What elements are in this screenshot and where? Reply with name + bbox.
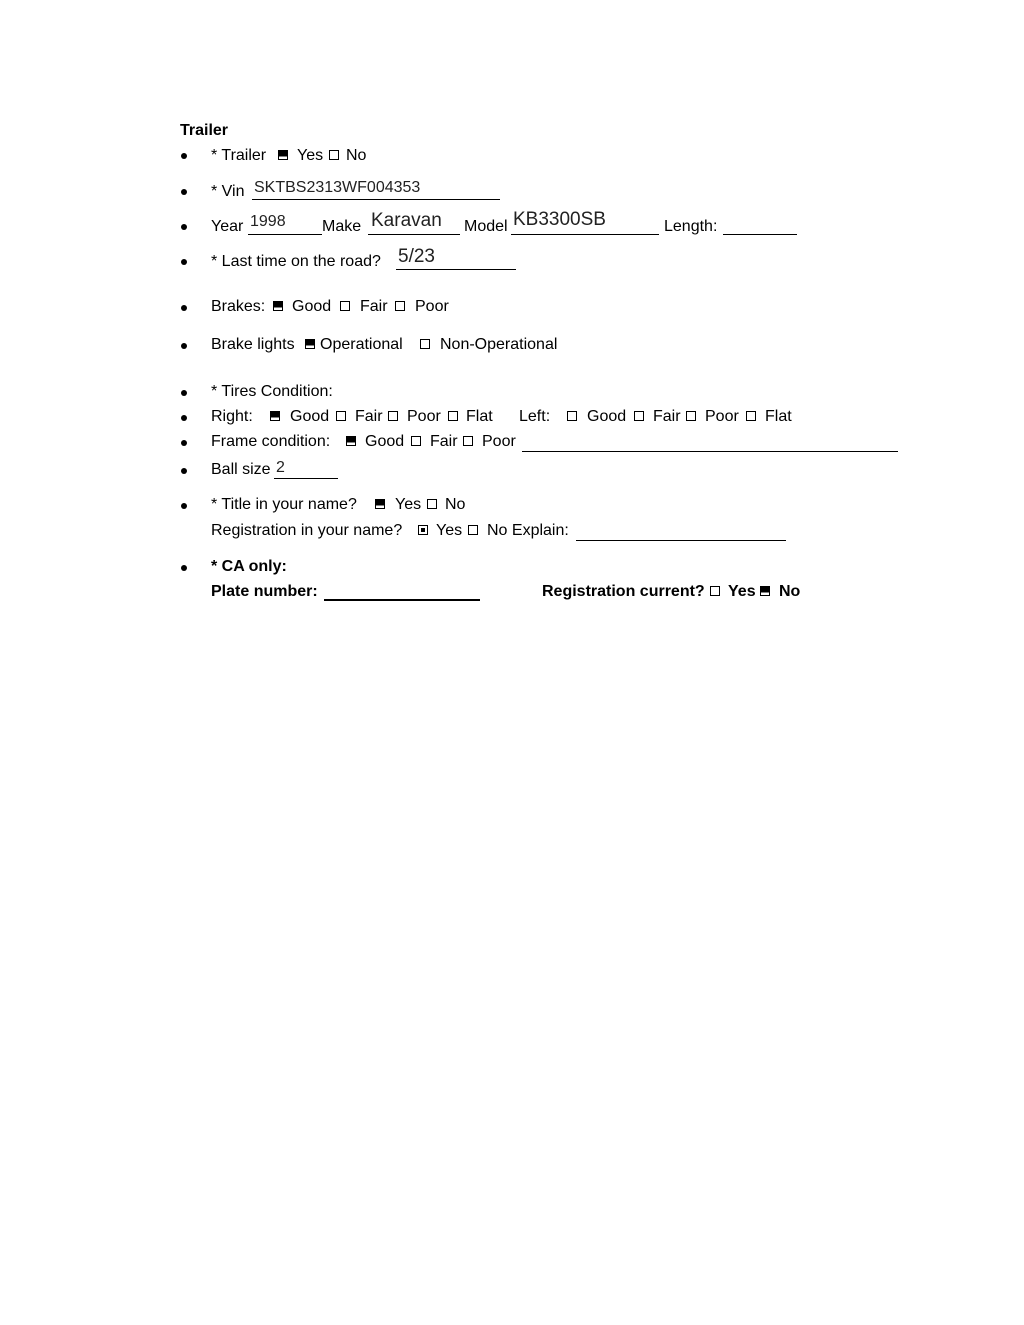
ball-size-underline	[274, 478, 338, 479]
brake-lights-non-operational-checkbox[interactable]	[420, 339, 430, 349]
ball-size-label: Ball size	[211, 461, 271, 478]
left-fair-checkbox[interactable]	[634, 411, 644, 421]
title-no-checkbox[interactable]	[427, 499, 437, 509]
brake-lights-label: Brake lights	[211, 336, 295, 353]
registration-current-yes-checkbox[interactable]	[710, 586, 720, 596]
bullet	[181, 305, 187, 311]
left-poor-checkbox[interactable]	[686, 411, 696, 421]
ball-size-value[interactable]: 2	[276, 459, 285, 476]
title-name-label: * Title in your name?	[211, 496, 357, 513]
brake-lights-operational-label: Operational	[320, 336, 403, 353]
right-poor-label: Poor	[407, 408, 441, 425]
frame-label: Frame condition:	[211, 433, 331, 450]
registration-name-label: Registration in your name?	[211, 522, 403, 539]
left-good-checkbox[interactable]	[567, 411, 577, 421]
right-flat-label: Flat	[466, 408, 493, 425]
vin-underline	[252, 199, 500, 200]
year-underline	[248, 234, 322, 235]
frame-poor-checkbox[interactable]	[463, 436, 473, 446]
ca-only-label: * CA only:	[211, 558, 287, 575]
registration-current-label: Registration current?	[542, 583, 705, 600]
left-flat-checkbox[interactable]	[746, 411, 756, 421]
trailer-yes-checkbox[interactable]	[278, 150, 288, 160]
left-poor-label: Poor	[705, 408, 739, 425]
plate-number-label: Plate number:	[211, 583, 318, 600]
frame-notes-underline[interactable]	[522, 451, 898, 452]
last-time-value[interactable]: 5/23	[398, 246, 435, 267]
model-label: Model	[464, 218, 508, 235]
registration-yes-label: Yes	[436, 522, 463, 539]
frame-fair-checkbox[interactable]	[411, 436, 421, 446]
left-flat-label: Flat	[765, 408, 792, 425]
left-label: Left:	[519, 408, 551, 425]
frame-poor-label: Poor	[482, 433, 516, 450]
bullet	[181, 565, 187, 571]
title-yes-label: Yes	[395, 496, 422, 513]
registration-explain-underline[interactable]	[576, 540, 786, 541]
tires-label: * Tires Condition:	[211, 383, 333, 400]
brakes-label: Brakes:	[211, 298, 266, 315]
title-yes-checkbox[interactable]	[375, 499, 385, 509]
brakes-good-label: Good	[292, 298, 332, 315]
bullet	[181, 153, 187, 159]
trailer-no-label: No	[346, 147, 367, 164]
bullet	[181, 468, 187, 474]
bullet	[181, 415, 187, 421]
bullet	[181, 189, 187, 195]
plate-number-underline[interactable]	[324, 599, 480, 601]
trailer-yes-label: Yes	[297, 147, 324, 164]
right-fair-checkbox[interactable]	[336, 411, 346, 421]
bullet	[181, 259, 187, 265]
brake-lights-operational-checkbox[interactable]	[305, 339, 315, 349]
right-poor-checkbox[interactable]	[388, 411, 398, 421]
last-time-label: * Last time on the road?	[211, 253, 381, 270]
left-good-label: Good	[587, 408, 627, 425]
frame-good-checkbox[interactable]	[346, 436, 356, 446]
model-value[interactable]: KB3300SB	[513, 209, 606, 230]
model-underline	[511, 234, 659, 235]
brakes-poor-label: Poor	[415, 298, 449, 315]
vin-label: * Vin	[211, 183, 245, 200]
brakes-poor-checkbox[interactable]	[395, 301, 405, 311]
right-good-checkbox[interactable]	[270, 411, 280, 421]
frame-good-label: Good	[365, 433, 405, 450]
registration-current-no-label: No	[779, 583, 801, 600]
bullet	[181, 440, 187, 446]
bullet	[181, 343, 187, 349]
right-good-label: Good	[290, 408, 330, 425]
bullet	[181, 224, 187, 230]
vin-value[interactable]: SKTBS2313WF004353	[254, 179, 421, 196]
make-value[interactable]: Karavan	[371, 210, 442, 231]
length-label: Length:	[664, 218, 718, 235]
year-value[interactable]: 1998	[250, 213, 286, 230]
brakes-fair-label: Fair	[360, 298, 388, 315]
registration-yes-checkbox[interactable]	[418, 525, 428, 535]
make-label: Make	[322, 218, 362, 235]
make-underline	[368, 234, 460, 235]
bullet	[181, 503, 187, 509]
right-fair-label: Fair	[355, 408, 383, 425]
right-label: Right:	[211, 408, 253, 425]
trailer-label: * Trailer	[211, 147, 267, 164]
year-label: Year	[211, 218, 244, 235]
right-flat-checkbox[interactable]	[448, 411, 458, 421]
registration-current-no-checkbox[interactable]	[760, 586, 770, 596]
left-fair-label: Fair	[653, 408, 681, 425]
brakes-fair-checkbox[interactable]	[340, 301, 350, 311]
section-title: Trailer	[180, 122, 229, 139]
registration-no-label: No Explain:	[487, 522, 569, 539]
title-no-label: No	[445, 496, 466, 513]
frame-fair-label: Fair	[430, 433, 458, 450]
registration-no-checkbox[interactable]	[468, 525, 478, 535]
brakes-good-checkbox[interactable]	[273, 301, 283, 311]
brake-lights-non-operational-label: Non-Operational	[440, 336, 558, 353]
bullet	[181, 390, 187, 396]
last-time-underline	[396, 269, 516, 270]
registration-current-yes-label: Yes	[728, 583, 756, 600]
length-underline[interactable]	[723, 234, 797, 235]
trailer-no-checkbox[interactable]	[329, 150, 339, 160]
